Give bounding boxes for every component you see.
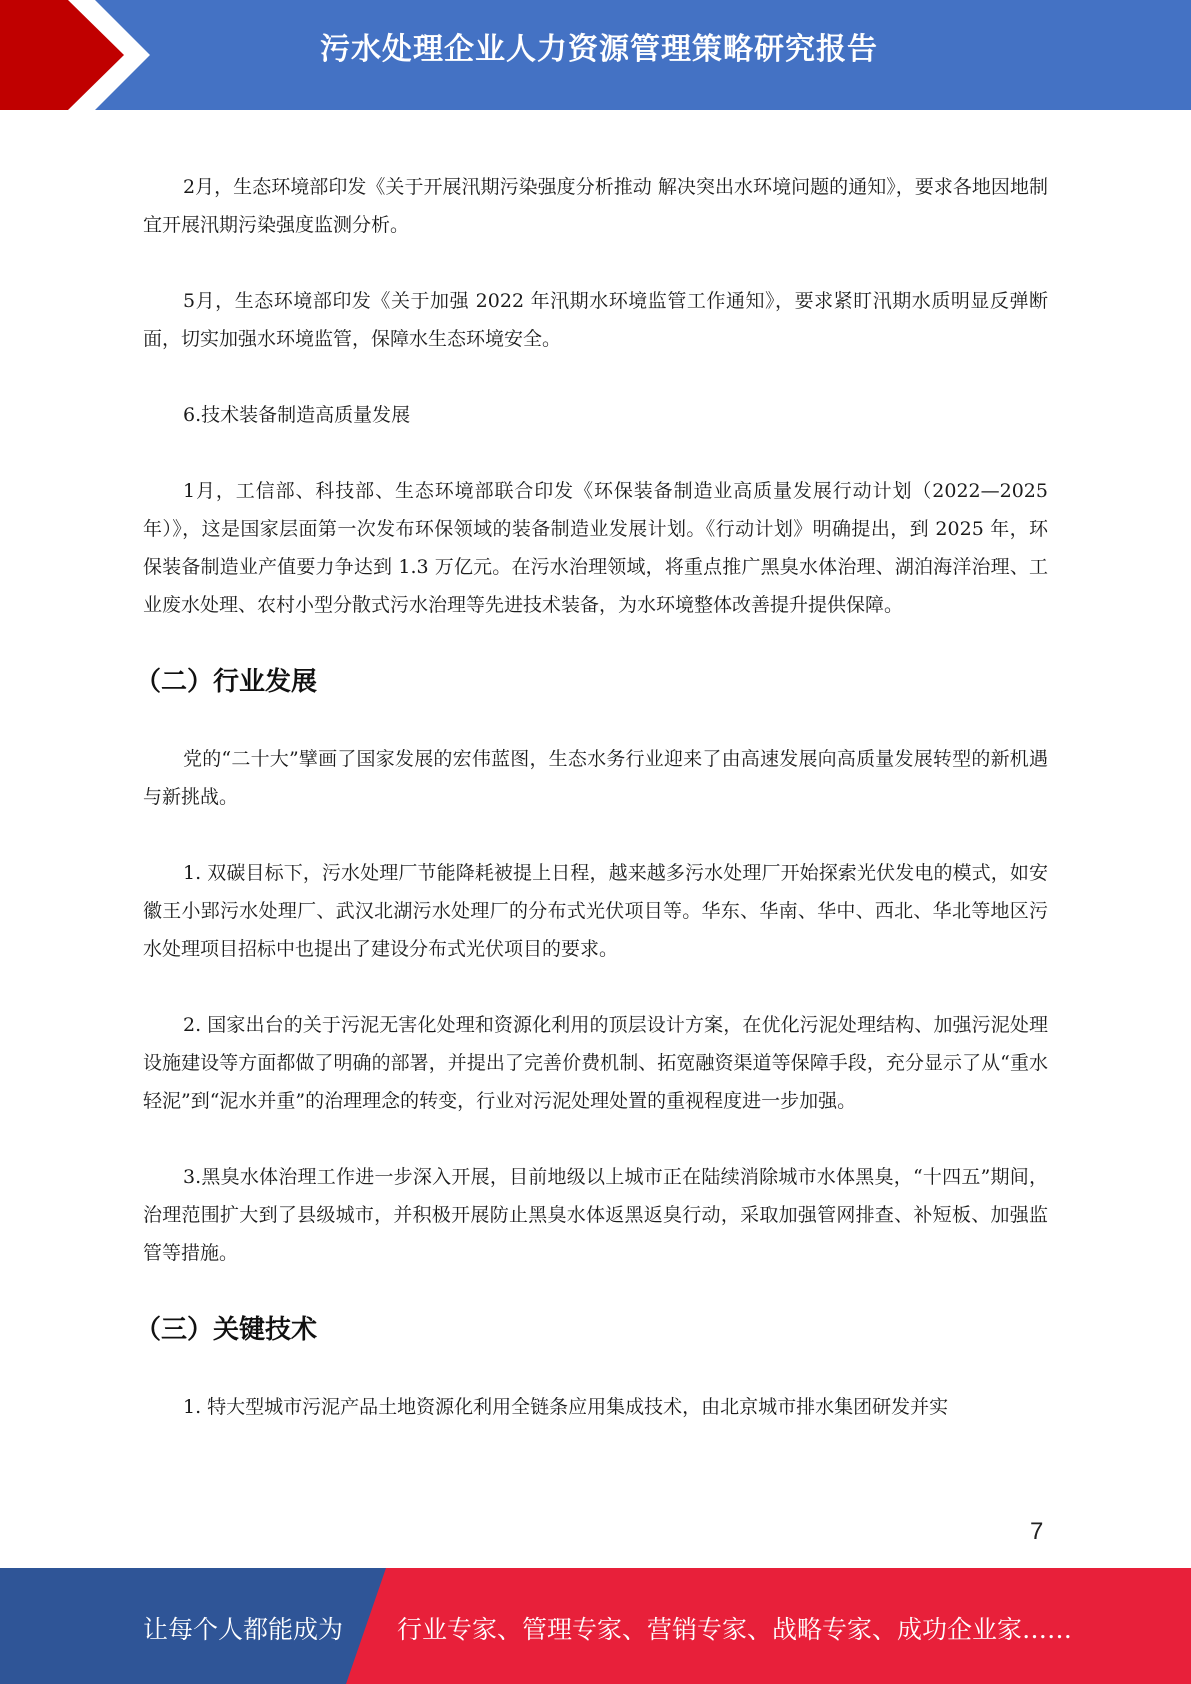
paragraph: 1. 特大型城市污泥产品土地资源化利用全链条应用集成技术，由北京城市排水集团研发并实 xyxy=(183,1396,949,1418)
page-footer xyxy=(0,1568,1191,1684)
paragraph: 1. 双碳目标下，污水处理厂节能降耗被提上日程，越来越多污水处理厂开始探索光伏发电的模式，如安徽王小郢污水处理厂、武汉北湖污水处理厂的分布式光伏项目等。华东、华南、华中、西北、华北等地区污水处理项目招标中也提出了建设分布式光伏项目的要求。 xyxy=(143,862,1048,960)
paragraph: 2. 国家出台的关于污泥无害化处理和资源化利用的顶层设计方案，在优化污泥处理结构、加强污泥处理设施建设等方面都做了明确的部署，并提出了完善价费机制、拓宽融资渠道等保障手段，充分显示了从“重水轻泥”到“泥水并重”的治理理念的转变，行业对污泥处理处置的重视程度进一步加强。 xyxy=(143,1014,1048,1112)
paragraph: 1月，工信部、科技部、生态环境部联合印发《环保装备制造业高质量发展行动计划（2022—2025 年）》，这是国家层面第一次发布环保领域的装备制造业发展计划。《行动计划》明确提出，到 2025 年，环保装备制造业产值要力争达到 1.3 万亿元。在污水治理领域，将重点推广黑臭水体治理、湖泊海洋治理、工业废水处理、农村小型分散式污水治理等先进技术装备，为水环境整体改善提升提供保障。 xyxy=(143,480,1048,616)
footer-slogan-left: 让每个人都能成为 xyxy=(143,1615,344,1644)
paragraph: 3.黑臭水体治理工作进一步深入开展，目前地级以上城市正在陆续消除城市水体黑臭，“十四五”期间，治理范围扩大到了县级城市，并积极开展防止黑臭水体返黑返臭行动，采取加强管网排查、补短板、加强监管等措施。 xyxy=(143,1166,1048,1264)
paragraph: 2月，生态环境部印发《关于开展汛期污染强度分析推动 解决突出水环境问题的通知》，要求各地因地制宜开展汛期污染强度监测分析。 xyxy=(143,176,1048,236)
page-number: 7 xyxy=(1030,1518,1044,1545)
document-title: 污水处理企业人力资源管理策略研究报告 xyxy=(320,32,878,67)
paragraph: 6.技术装备制造高质量发展 xyxy=(183,404,411,426)
footer-slogan-right: 行业专家、管理专家、营销专家、战略专家、成功企业家…… xyxy=(397,1615,1073,1644)
section-heading: （三）关键技术 xyxy=(135,1315,318,1345)
paragraph: 党的“二十大”擘画了国家发展的宏伟蓝图，生态水务行业迎来了由高速发展向高质量发展转型的新机遇与新挑战。 xyxy=(143,748,1048,808)
section-heading: （二）行业发展 xyxy=(135,667,318,697)
paragraph: 5月，生态环境部印发《关于加强 2022 年汛期水环境监管工作通知》，要求紧盯汛期水质明显反弹断面，切实加强水环境监管，保障水生态环境安全。 xyxy=(143,290,1048,350)
document-body xyxy=(135,168,1048,1464)
page-header xyxy=(0,0,1191,110)
